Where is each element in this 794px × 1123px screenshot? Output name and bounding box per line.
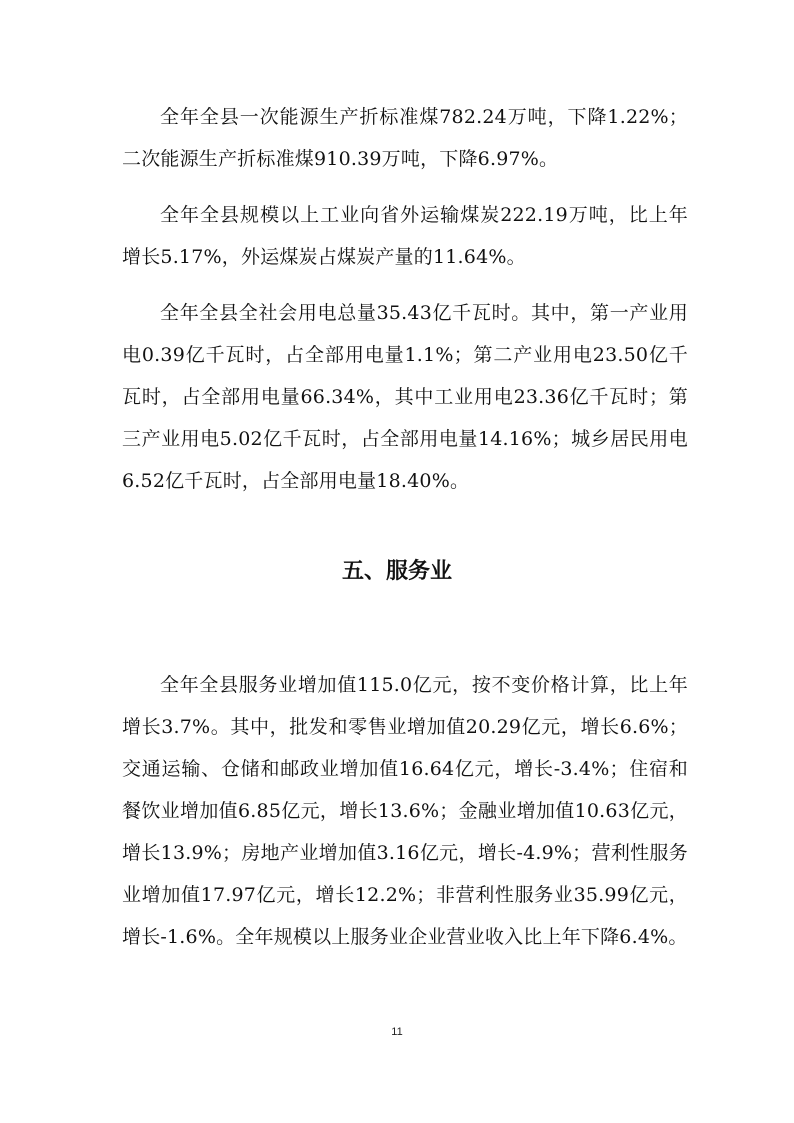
paragraph-energy-production: 全年全县一次能源生产折标准煤782.24万吨，下降1.22%；二次能源生产折标准煤910.39万吨，下降6.97%。: [122, 106, 688, 170]
paragraph-coal-transport: 全年全县规模以上工业向省外运输煤炭222.19万吨，比上年增长5.17%，外运煤炭占煤炭产量的11.64%。: [122, 204, 688, 268]
page-number: 11: [391, 1026, 403, 1038]
paragraph-services-value-added: 全年全县服务业增加值115.0亿元，按不变价格计算，比上年增长3.7%。其中，批发和零售业增加值20.29亿元，增长6.6%；交通运输、仓储和邮政业增加值16.64亿元，增长-3.4%；住宿和餐饮业增加值6.85亿元，增长13.6%；金融业增加值10.63亿元，增长13.9%；房地产业增加值3.16亿元，增长-4.9%；营利性服务业增加值17.97亿元，增长12.2%；非营利性服务业35.99亿元，增长-1.6%。全年规模以上服务业企业营业收入比上年下降6.4%。: [122, 674, 688, 948]
energy-section: [122, 96, 688, 502]
paragraph-electricity-use: 全年全县全社会用电总量35.43亿千瓦时。其中，第一产业用电0.39亿千瓦时，占全部用电量1.1%；第二产业用电23.50亿千瓦时，占全部用电量66.34%，其中工业用电23.36亿千瓦时；第三产业用电5.02亿千瓦时，占全部用电量14.16%；城乡居民用电6.52亿千瓦时，占全部用电量18.40%。: [122, 302, 688, 492]
section-title-services: 五、服务业: [341, 558, 452, 584]
services-section: [122, 664, 688, 958]
